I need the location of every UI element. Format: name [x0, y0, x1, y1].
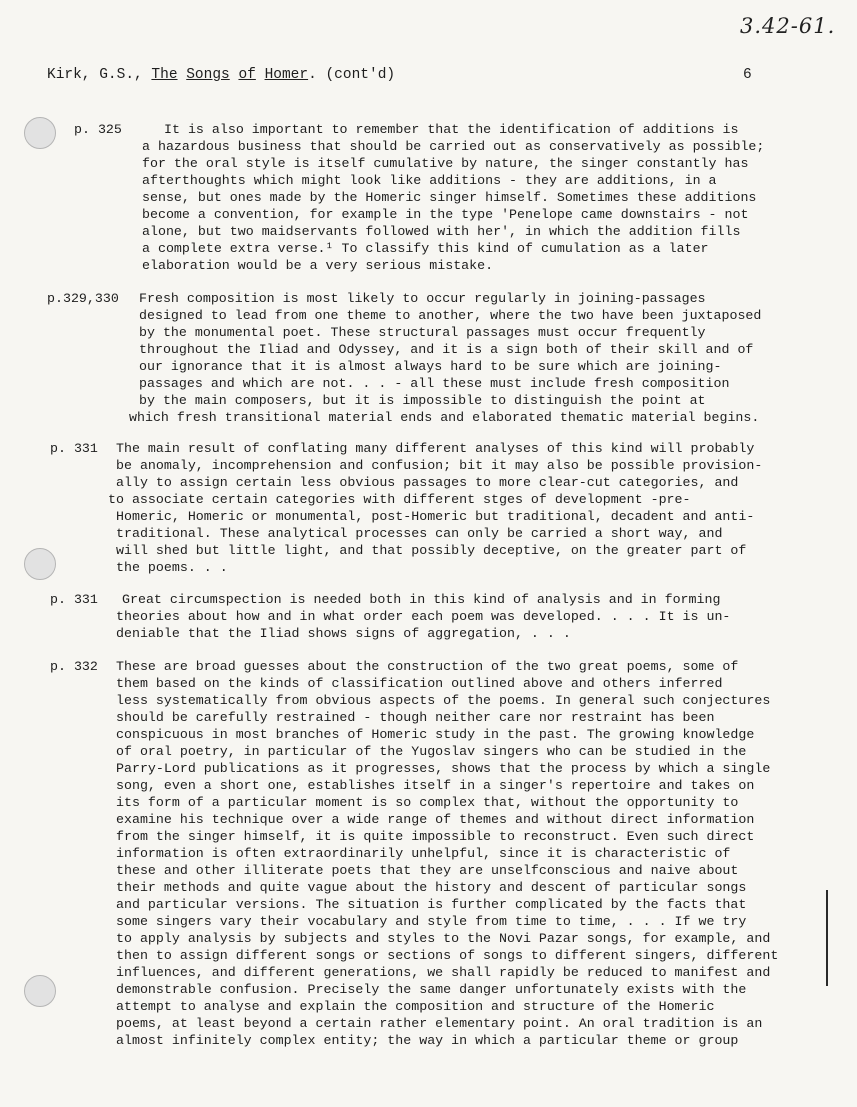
quotation-text	[129, 290, 857, 426]
text-line: them based on the kinds of classification outlined above and others inferred	[116, 676, 723, 691]
text-line: of oral poetry, in particular of the Yugoslav singers who can be studied in the	[116, 744, 747, 759]
text-line: and particular versions. The situation is further complicated by the facts that	[116, 897, 747, 912]
quotation-text	[142, 121, 857, 274]
text-line: These are broad guesses about the construction of the two great poems, some of	[116, 659, 739, 674]
text-line: become a convention, for example in the type 'Penelope came downstairs - not	[142, 207, 749, 222]
text-line: information is often extraordinarily unhelpful, since it is characteristic of	[116, 846, 731, 861]
text-line: influences, and different generations, we shall rapidly be reduced to manifest and	[116, 965, 771, 980]
page-reference: p. 331	[50, 441, 98, 456]
text-line: almost infinitely complex entity; the way in which a particular theme or group	[116, 1033, 739, 1048]
text-line: song, even a short one, establishes itself in a singer's repertoire and takes on	[116, 778, 755, 793]
citation-header	[47, 67, 395, 83]
text-line: these and other illiterate poets that they are unselfconscious and naive about	[116, 863, 739, 878]
text-line: conspicuous in most branches of Homeric study in the past. The growing knowledge	[116, 727, 755, 742]
page-reference: p. 325	[74, 122, 122, 137]
text-line: poems, at least beyond a certain rather elementary point. An oral tradition is an	[116, 1016, 763, 1031]
page-reference: p.329,330	[47, 291, 119, 306]
text-line: to apply analysis by subjects and styles to the Novi Pazar songs, for example, and	[116, 931, 771, 946]
text-line: our ignorance that it is almost always hard to be sure which are joining-	[139, 359, 722, 374]
text-line: should be carefully restrained - though neither care nor restraint has been	[116, 710, 715, 725]
text-line: The main result of conflating many different analyses of this kind will probably	[116, 441, 755, 456]
text-line: Great circumspection is needed both in this kind of analysis and in forming	[122, 592, 721, 607]
quotation-text	[116, 591, 856, 642]
text-line: less systematically from obvious aspects of the poems. In general such conjectures	[116, 693, 771, 708]
text-line: Homeric, Homeric or monumental, post-Homeric but traditional, decadent and anti-	[116, 509, 755, 524]
text-line: be anomaly, incomprehension and confusion; bit it may also be possible provision-	[116, 458, 763, 473]
text-line: ally to assign certain less obvious passages to more clear-cut categories, and	[116, 475, 739, 490]
text-line: the poems. . .	[116, 560, 228, 575]
text-line: a complete extra verse.¹ To classify this kind of cumulation as a later	[142, 241, 709, 256]
text-line: by the monumental poet. These structural passages must occur frequently	[139, 325, 706, 340]
quotation-text	[108, 440, 856, 576]
text-line: designed to lead from one theme to another, where the two have been juxtaposed	[139, 308, 762, 323]
text-line: It is also important to remember that the identification of additions is	[164, 122, 739, 137]
text-line: deniable that the Iliad shows signs of aggregation, . . .	[116, 626, 571, 641]
punch-hole	[24, 975, 56, 1007]
text-line: their methods and quite vague about the history and descent of particular songs	[116, 880, 747, 895]
text-line: from the singer himself, it is quite impossible to reconstruct. Even such direct	[116, 829, 755, 844]
continued-marker: . (cont'd)	[308, 67, 396, 83]
handwritten-reference: 3.42-61.	[740, 14, 836, 38]
text-line: Fresh composition is most likely to occur regularly in joining-passages	[139, 291, 706, 306]
text-line: Parry-Lord publications as it progresses, shows that the process by which a single	[116, 761, 771, 776]
text-line: alone, but two maidservants followed with her', in which the addition fills	[142, 224, 741, 239]
punch-hole	[24, 117, 56, 149]
margin-mark	[826, 890, 828, 986]
page-reference: p. 331	[50, 592, 98, 607]
text-line: a hazardous business that should be carried out as conservatively as possible;	[142, 139, 765, 154]
page-reference: p. 332	[50, 659, 98, 674]
book-title-word: Homer	[264, 67, 309, 83]
text-line: its form of a particular moment is so complex that, without the opportunity to	[116, 795, 739, 810]
text-line: for the oral style is itself cumulative by nature, the singer constantly has	[142, 156, 749, 171]
quotation-text	[116, 658, 856, 1049]
text-line: afterthoughts which might look like additions - they are additions, in a	[142, 173, 717, 188]
text-line: will shed but little light, and that possibly deceptive, on the greater part of	[116, 543, 747, 558]
text-line: sense, but ones made by the Homeric singer himself. Sometimes these additions	[142, 190, 757, 205]
book-title-word: Songs	[186, 67, 230, 83]
text-line: examine his technique over a wide range of themes and without direct information	[116, 812, 755, 827]
author-name: Kirk, G.S.,	[47, 67, 143, 83]
text-line: traditional. These analytical processes can only be carried a short way, and	[116, 526, 723, 541]
book-title-word: The	[151, 67, 178, 83]
text-line: passages and which are not. . . - all these must include fresh composition	[139, 376, 730, 391]
text-line: some singers vary their vocabulary and style from time to time, . . . If we try	[116, 914, 747, 929]
book-title-word: of	[238, 67, 256, 83]
punch-hole	[24, 548, 56, 580]
text-line: to associate certain categories with different stges of development -pre-	[108, 492, 691, 507]
text-line: elaboration would be a very serious mistake.	[142, 258, 494, 273]
text-line: demonstrable confusion. Precisely the same danger unfortunately exists with the	[116, 982, 747, 997]
text-line: theories about how and in what order each poem was developed. . . . It is un-	[116, 609, 731, 624]
text-line: attempt to analyse and explain the composition and structure of the Homeric	[116, 999, 715, 1014]
text-line: then to assign different songs or sections of songs to different singers, different	[116, 948, 779, 963]
text-line: throughout the Iliad and Odyssey, and it is a sign both of their skill and of	[139, 342, 754, 357]
page-number: 6	[743, 67, 752, 83]
text-line: which fresh transitional material ends and elaborated thematic material begins.	[129, 410, 760, 425]
text-line: by the main composers, but it is impossible to distinguish the point at	[139, 393, 706, 408]
